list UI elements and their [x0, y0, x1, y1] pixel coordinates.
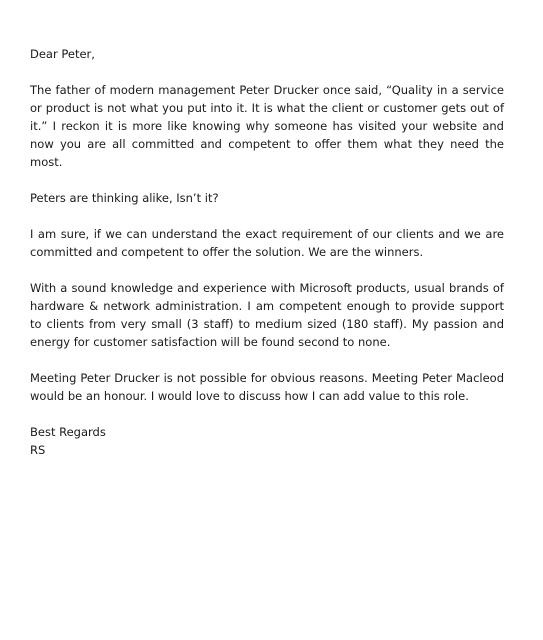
signature: RS: [30, 443, 46, 457]
closing-line: Best Regards: [30, 425, 106, 439]
cover-letter: [30, 45, 504, 459]
paragraph-experience: With a sound knowledge and experience with Microsoft products, usual brands of hardware & network administration. I am competent enough to provide support to clients from very small (3 staff) to medium sized (180 staff). My passion and energy for customer satisfaction will be found second to none.: [30, 281, 504, 349]
salutation: Dear Peter,: [30, 47, 95, 61]
paragraph-peters-alike: Peters are thinking alike, Isn’t it?: [30, 191, 219, 205]
paragraph-client-requirements: I am sure, if we can understand the exact requirement of our clients and we are committed and competent to offer the solution. We are the winners.: [30, 227, 504, 259]
paragraph-meeting: Meeting Peter Drucker is not possible for obvious reasons. Meeting Peter Macleod would be an honour. I would love to discuss how I can add value to this role.: [30, 371, 504, 403]
closing-block: [30, 423, 504, 459]
paragraph-drucker-quote: The father of modern management Peter Drucker once said, “Quality in a service or product is not what you put into it. It is what the client or customer gets out of it.” I reckon it is more like knowing why someone has visited your website and now you are all committed and competent to offer them what they need the most.: [30, 83, 504, 169]
